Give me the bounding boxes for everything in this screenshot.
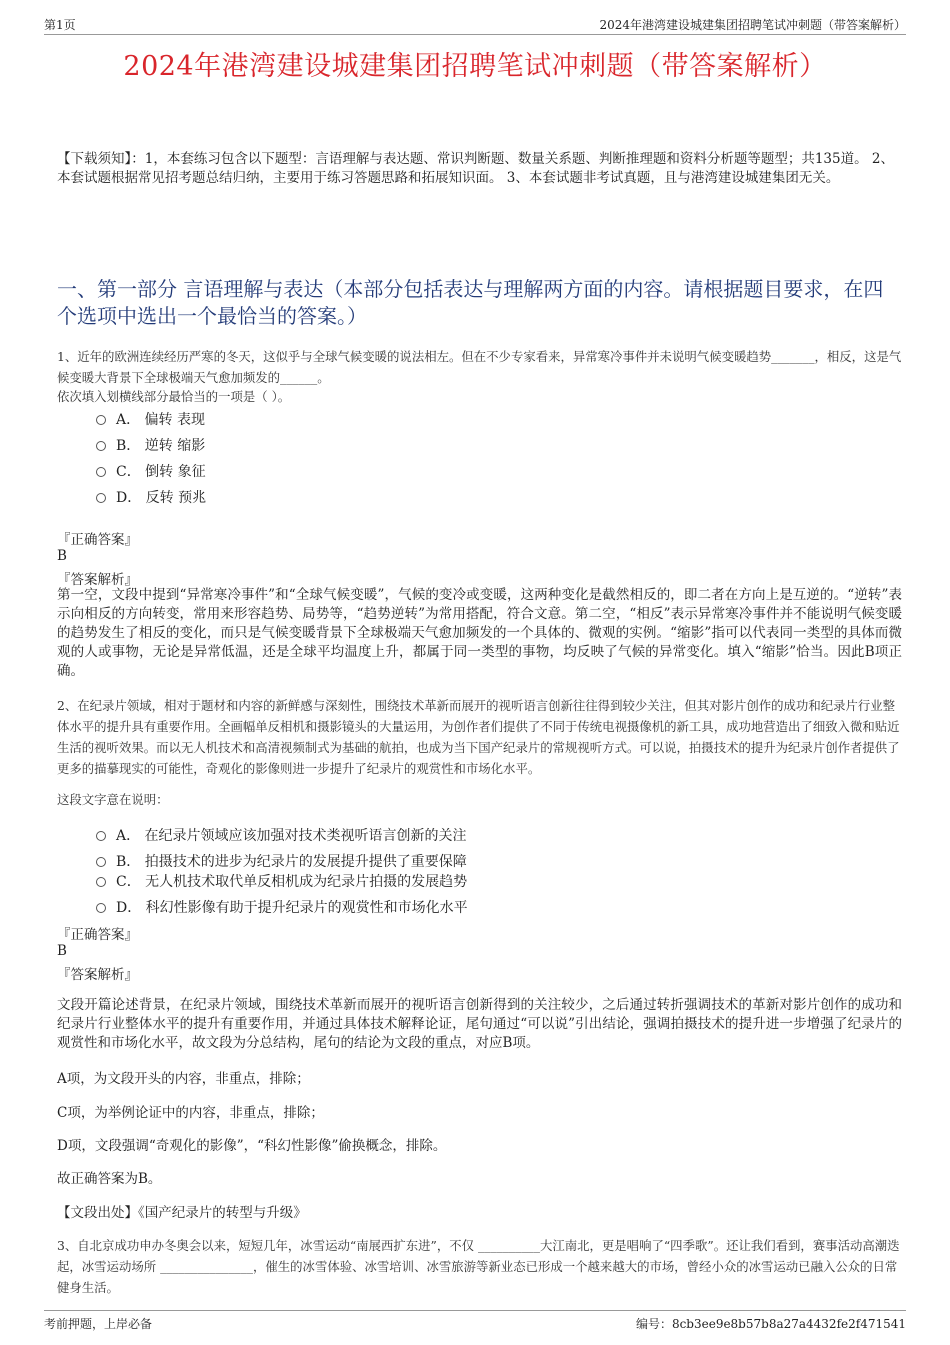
radio-icon[interactable] — [96, 857, 106, 867]
q2-answer: B — [57, 943, 67, 959]
q1-analysis-label: 『答案解析』 — [57, 572, 138, 588]
radio-icon[interactable] — [96, 903, 106, 913]
header-doc-title: 2024年港湾建设城建集团招聘笔试冲刺题（带答案解析） — [599, 18, 906, 32]
radio-icon[interactable] — [96, 493, 106, 503]
option-label: C． 无人机技术取代单反相机成为纪录片拍摄的发展趋势 — [116, 874, 468, 890]
q2-note-c: C项，为举例论证中的内容，非重点，排除； — [57, 1105, 324, 1121]
option-label: C． 倒转 象征 — [116, 464, 206, 480]
radio-icon[interactable] — [96, 467, 106, 477]
q2-note-d: D项，文段强调“奇观化的影像”，“科幻性影像”偷换概念，排除。 — [57, 1138, 447, 1154]
q2-option-c[interactable] — [96, 871, 467, 891]
document-title: 2024年港湾建设城建集团招聘笔试冲刺题（带答案解析） — [123, 51, 827, 82]
option-label: D． 反转 预兆 — [116, 490, 207, 506]
q2-source: 【文段出处】《国产纪录片的转型与升级》 — [57, 1205, 307, 1221]
question-2-prompt: 这段文字意在说明： — [57, 792, 169, 807]
q2-option-d[interactable] — [96, 897, 468, 917]
footer-slogan: 考前押题，上岸必备 — [44, 1317, 153, 1331]
q1-option-d[interactable] — [96, 487, 206, 507]
page-number: 第1页 — [44, 18, 76, 32]
section-heading: 一、第一部分 言语理解与表达（本部分包括表达与理解两方面的内容。请根据题目要求，在四个选项中选出一个最恰当的答案。） — [57, 277, 884, 328]
q2-option-b[interactable] — [96, 851, 467, 871]
question-1-stem: 1、近年的欧洲连续经历严寒的冬天，这似乎与全球气候变暖的说法相左。但在不少专家看来，异常寒冷事件并未说明气候变暖趋势_______，相反，这是气候变暖大背景下全球极端天气愈加频发的______。 — [57, 349, 902, 385]
q2-analysis: 文段开篇论述背景，在纪录片领域，围绕技术革新而展开的视听语言创新得到的关注较少，之后通过转折强调技术的革新对影片创作的成功和纪录片行业整体水平的提升有重要作用，并通过具体技术解释论证，尾句通过“可以说”引出结论，强调拍摄技术的提升进一步增强了纪录片的观赏性和市场化水平，故文段为分总结构，尾句的结论为文段的重点，对应B项。 — [57, 997, 902, 1051]
option-label: A． 在纪录片领域应该加强对技术类视听语言创新的关注 — [116, 828, 467, 844]
q1-answer: B — [57, 548, 67, 564]
q2-answer-label: 『正确答案』 — [57, 927, 138, 943]
q2-analysis-label: 『答案解析』 — [57, 967, 138, 983]
q1-option-b[interactable] — [96, 435, 205, 455]
download-notice: 【下载须知】：1，本套练习包含以下题型：言语理解与表达题、常识判断题、数量关系题、判断推理题和资料分析题等题型；共135道。 2、本套试题根据常见招考题总结归纳，主要用于练习答题思路和拓展知识面。 3、本套试题非考试真题，且与港湾建设城建集团无关。 — [57, 151, 894, 186]
question-3-stem: 3、自北京成功申办冬奥会以来，短短几年，冰雪运动“南展西扩东进”，不仅 __________大江南北，更是唱响了“四季歌”。还让我们看到，赛事活动高潮迭起，冰雪运动场所 _______________，催生的冰雪体验、冰雪培训、冰雪旅游等新业态已形成一个越来越大的市场，曾经小众的冰雪运动已融入公众的日常健身生活。 — [57, 1238, 900, 1295]
page-header — [44, 14, 906, 35]
q1-option-c[interactable] — [96, 461, 206, 481]
q1-option-a[interactable] — [96, 409, 205, 429]
option-label: B． 拍摄技术的进步为纪录片的发展提升提供了重要保障 — [116, 854, 467, 870]
q2-conclusion: 故正确答案为B。 — [57, 1171, 162, 1187]
radio-icon[interactable] — [96, 441, 106, 451]
question-2-stem: 2、在纪录片领域，相对于题材和内容的新鲜感与深刻性，围绕技术革新而展开的视听语言创新往往得到较少关注，但其对影片创作的成功和纪录片行业整体水平的提升具有重要作用。全画幅单反相机和摄影镜头的大量运用，为创作者们提供了不同于传统电视摄像机的新工具，成功地营造出了细致入微和贴近生活的视听效果。而以无人机技术和高清视频制式为基础的航拍，也成为当下国产纪录片的常规视听方式。可以说，拍摄技术的提升为纪录片创作者提供了更多的描摹现实的可能性，奇观化的影像则进一步提升了纪录片的观赏性和市场化水平。 — [57, 698, 900, 776]
option-label: D． 科幻性影像有助于提升纪录片的观赏性和市场化水平 — [116, 900, 468, 916]
radio-icon[interactable] — [96, 877, 106, 887]
q2-option-a[interactable] — [96, 825, 467, 845]
option-label: A． 偏转 表现 — [116, 412, 206, 428]
radio-icon[interactable] — [96, 415, 106, 425]
question-1-prompt: 依次填入划横线部分最恰当的一项是（ ）。 — [57, 389, 291, 404]
radio-icon[interactable] — [96, 831, 106, 841]
q1-analysis: 第一空，文段中提到“异常寒冷事件”和“全球气候变暖”，气候的变冷或变暖，这两种变化是截然相反的，即二者在方向上是互逆的。“逆转”表示向相反的方向转变，常用来形容趋势、局势等，“趋势逆转”为常用搭配，符合文意。第二空，“相反”表示异常寒冷事件并不能说明气候变暖的趋势发生了相反的变化，而只是气候变暖背景下全球极端天气愈加频发的一个具体的、微观的实例。“缩影”指可以代表同一类型的具体而微观的人或事物，无论是异常低温，还是全球平均温度上升，都属于同一类型的事物，均反映了气候的异常变化。填入“缩影”恰当。因此B项正确。 — [57, 587, 902, 679]
footer-serial: 编号：8cb3ee9e8b57b8a27a4432fe2f471541 — [635, 1317, 906, 1331]
option-label: B． 逆转 缩影 — [116, 438, 206, 454]
q2-note-a: A项，为文段开头的内容，非重点，排除； — [57, 1071, 310, 1087]
q1-answer-label: 『正确答案』 — [57, 532, 138, 548]
page-footer — [44, 1310, 906, 1331]
